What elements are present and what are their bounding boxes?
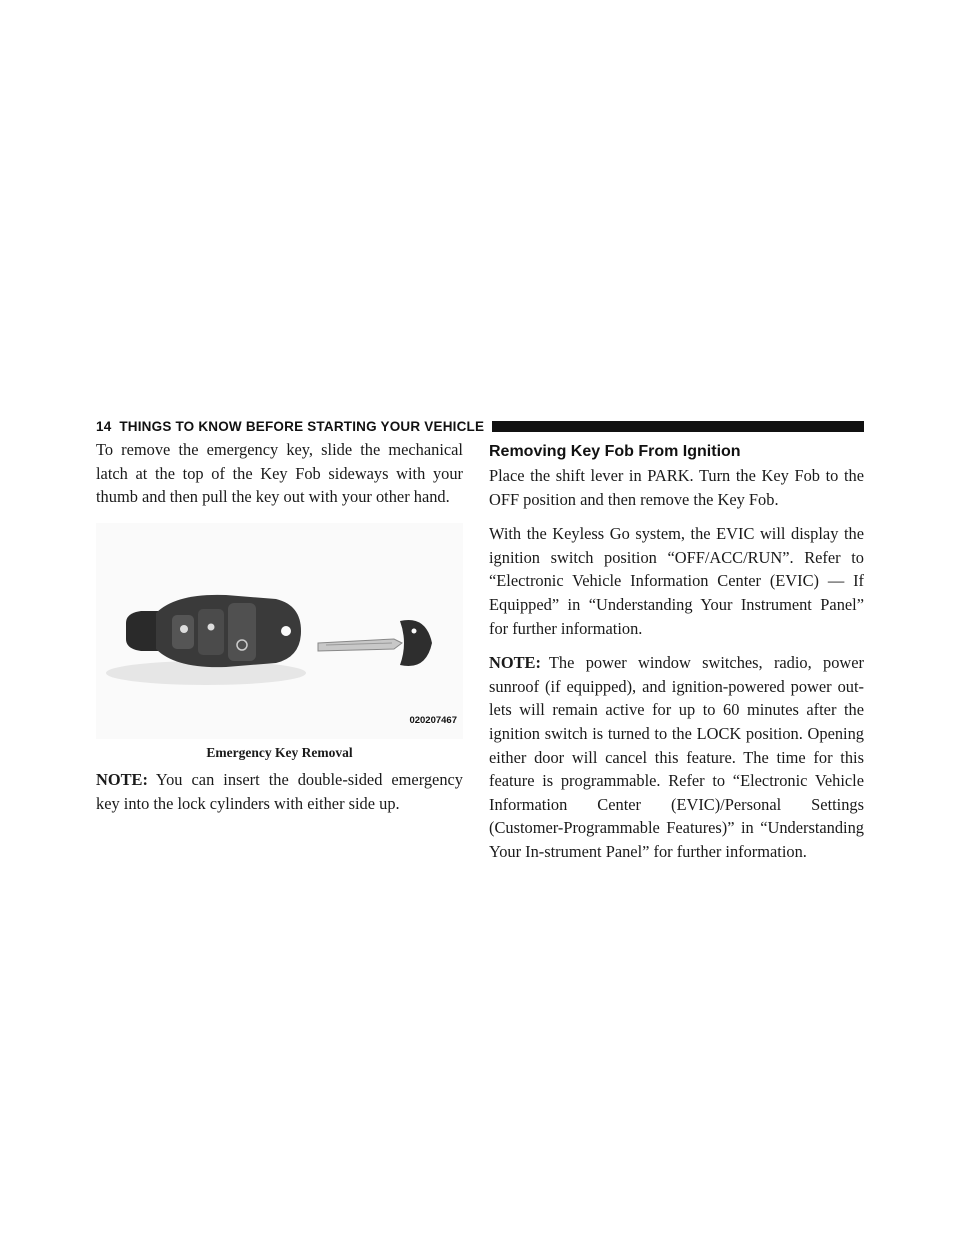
figure-code: 020207467 (409, 715, 457, 727)
intro-paragraph: To remove the emergency key, slide the mechanical latch at the top of the Key Fob sideways with your thumb and then pull the key out with your other hand. (96, 440, 463, 507)
right-note (489, 651, 864, 863)
chapter-title: THINGS TO KNOW BEFORE STARTING YOUR VEHICLE (119, 418, 485, 434)
keyring-hole (281, 626, 291, 636)
fob-button (228, 603, 256, 661)
note-label: NOTE: (96, 770, 148, 790)
emergency-key-head (400, 620, 432, 666)
note-label: NOTE: (489, 653, 541, 673)
fob-button (198, 609, 224, 655)
key-fob-figure (96, 523, 463, 739)
page-header (96, 416, 864, 436)
left-column (96, 438, 463, 816)
key-fob-illustration (96, 523, 463, 739)
running-header (96, 419, 492, 434)
section-heading: Removing Key Fob From Ignition (489, 443, 741, 460)
note-text: You can insert the double-sided emergency key into the lock cylinders with either side up. (96, 770, 463, 813)
page-number: 14 (96, 418, 112, 434)
right-column (489, 438, 864, 864)
figure-caption: Emergency Key Removal (206, 744, 353, 760)
note-text: The power window switches, radio, power sunroof (if equipped), and ignition-powered power out-lets will remain active for up to 60 minutes after the ignition switch is turned to the LOCK position. Opening either door will cancel this feature. The time for this feature is programmable. Refer to “Electronic Vehicle Information Center (EVIC)/Personal Settings (Customer-Programmable Features)” in “Understanding Your In-strument Panel” for further information. (489, 653, 864, 861)
paragraph-shift-lever: Place the shift lever in PARK. Turn the Key Fob to the OFF position and then remove the Key Fob. (489, 466, 864, 509)
fob-tip (126, 611, 158, 651)
left-note (96, 768, 463, 815)
header-rule (492, 421, 864, 432)
paragraph-keyless-go: With the Keyless Go system, the EVIC will display the ignition switch position “OFF/ACC/RUN”. Refer to “Electronic Vehicle Information Center (EVIC) — If Equipped” in “Understanding Your Instrument Panel” for further information. (489, 524, 864, 638)
